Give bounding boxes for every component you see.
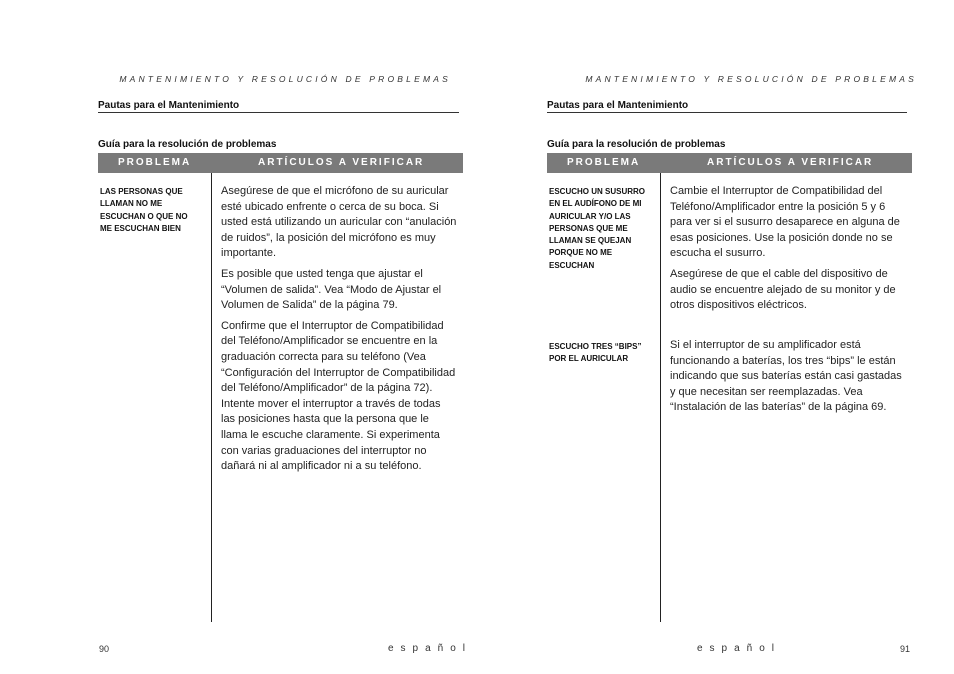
footer-language: español [388, 643, 473, 654]
column-divider [211, 173, 212, 622]
problem-label: LAS PERSONAS QUE LLAMAN NO ME ESCUCHAN O QUE NO ME ESCUCHAN BIEN [100, 187, 188, 233]
page-number: 91 [900, 644, 911, 654]
column-header-verify: ARTÍCULOS A VERIFICAR [707, 157, 874, 168]
solution-paragraph: Es posible que usted tenga que ajustar el “Volumen de salida”. Vea “Modo de Ajustar el Volumen de Salida” de la página 79. [221, 267, 442, 312]
header-rule [98, 112, 459, 113]
column-header-verify: ARTÍCULOS A VERIFICAR [258, 157, 425, 168]
right-page [477, 0, 954, 674]
problem-label: ESCUCHO UN SUSURRO EN EL AUDÍFONO DE MI AURICULAR Y/O LAS PERSONAS QUE ME LLAMAN SE QUEJAN PORQUE NO ME ESCUCHAN [549, 187, 646, 270]
section-header: MANTENIMIENTO Y RESOLUCIÓN DE PROBLEMAS [119, 74, 451, 84]
solution-block [670, 184, 906, 319]
solution-paragraph: Confirme que el Interruptor de Compatibilidad del Teléfono/Amplificador se encuentre en la graduación correcta para su teléfono (Vea “Configuración del Interruptor de Compatibilidad del Teléfono/Amplificador” de la página 72). Intente mover el interruptor a través de todas las posiciones hasta que la persona que le llama le escuche claramente. Si experimenta con varias graduaciones del interruptor no dañará ni al amplificador ni a su teléfono. [221, 319, 456, 473]
footer-language: español [697, 643, 782, 654]
column-header-problem: PROBLEMA [118, 157, 192, 168]
solution-paragraph: Cambie el Interruptor de Compatibilidad del Teléfono/Amplificador entre la posición 5 y 6 para ver si el susurro desaparece en alguna de esas posiciones. Use la posición donde no se escucha el susurro. [670, 185, 900, 260]
table-header [98, 153, 463, 173]
page-number: 90 [99, 644, 110, 654]
solution-block [221, 184, 457, 480]
solution-block [670, 338, 906, 421]
section-header: MANTENIMIENTO Y RESOLUCIÓN DE PROBLEMAS [585, 74, 917, 84]
column-divider [660, 173, 661, 622]
subhead: Pautas para el Mantenimiento [547, 100, 689, 111]
guide-title: Guía para la resolución de problemas [547, 139, 726, 150]
guide-title: Guía para la resolución de problemas [98, 139, 277, 150]
solution-paragraph: Si el interruptor de su amplificador está funcionando a baterías, los tres “bips” le están indicando que sus baterías están casi gastadas y que necesitan ser reemplazadas. Vea “Instalación de las baterías” de la página 69. [670, 339, 902, 414]
subhead: Pautas para el Mantenimiento [98, 100, 240, 111]
column-header-problem: PROBLEMA [567, 157, 641, 168]
solution-paragraph: Asegúrese de que el cable del dispositivo de audio se encuentre alejado de su monitor y de otros dispositivos eléctricos. [670, 267, 896, 312]
problem-label: ESCUCHO TRES “BIPS” POR EL AURICULAR [549, 342, 642, 364]
solution-paragraph: Asegúrese de que el micrófono de su auricular esté ubicado enfrente o cerca de su boca. Si usted está utilizando un auricular con “anulación de ruidos”, la posición del micrófono es muy importante. [221, 185, 457, 260]
table-header [547, 153, 912, 173]
header-rule [547, 112, 907, 113]
